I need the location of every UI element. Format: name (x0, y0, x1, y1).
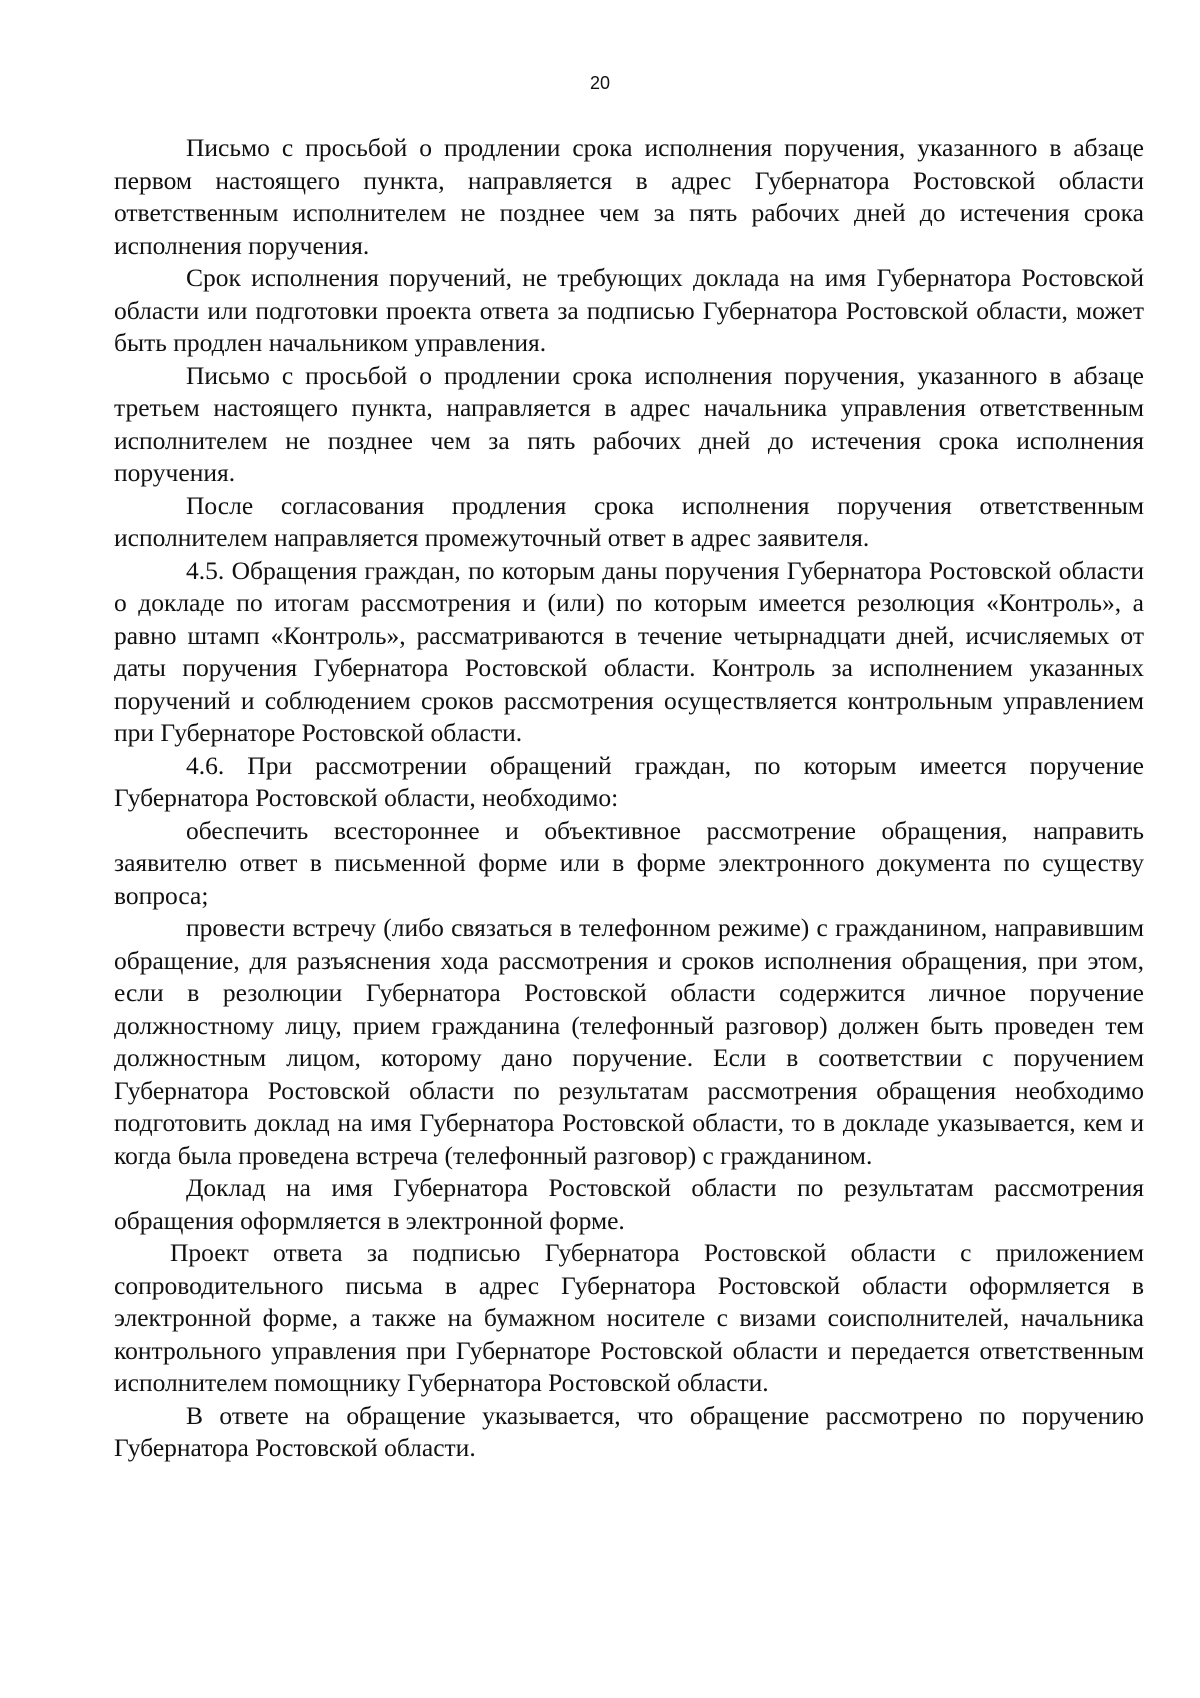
paragraph: После согласования продления срока исполнения поручения ответственным исполнителем направляется промежуточный ответ в адрес заявителя. (114, 490, 1144, 552)
paragraph: 4.6. При рассмотрении обращений граждан, по которым имеется поручение Губернатора Ростовской области, необходимо: (114, 750, 1144, 812)
paragraph: 4.5. Обращения граждан, по которым даны поручения Губернатора Ростовской области о докладе по итогам рассмотрения и (или) по которым имеется резолюция «Контроль», а равно штамп «Контроль», рассматриваются в течение четырнадцати дней, исчисляемых от даты поручения Губернатора Ростовской области. Контроль за исполнением указанных поручений и соблюдением сроков рассмотрения осуществляется контрольным управлением при Губернаторе Ростовской области. (114, 555, 1144, 747)
paragraph: обеспечить всестороннее и объективное рассмотрение обращения, направить заявителю ответ в письменной форме или в форме электронного документа по существу вопроса; (114, 815, 1144, 910)
paragraph: провести встречу (либо связаться в телефонном режиме) с гражданином, направившим обращение, для разъяснения хода рассмотрения и сроков исполнения обращения, при этом, если в резолюции Губернатора Ростовской области содержится личное поручение должностному лицу, прием гражданина (телефонный разговор) должен быть проведен тем должностным лицом, которому дано поручение. Если в соответствии с поручением Губернатора Ростовской области по результатам рассмотрения обращения необходимо подготовить доклад на имя Губернатора Ростовской области, то в докладе указывается, кем и когда была проведена встреча (телефонный разговор) с гражданином. (114, 913, 1144, 1170)
paragraph: Срок исполнения поручений, не требующих доклада на имя Губернатора Ростовской области или подготовки проекта ответа за подписью Губернатора Ростовской области, может быть продлен начальником управления. (114, 263, 1144, 357)
paragraph: Письмо с просьбой о продлении срока исполнения поручения, указанного в абзаце первом настоящего пункта, направляется в адрес Губернатора Ростовской области ответственным исполнителем не позднее чем за пять рабочих дней до истечения срока исполнения поручения. (114, 133, 1144, 260)
page-number: 20 (589, 73, 611, 93)
paragraph: Проект ответа за подписью Губернатора Ростовской области с приложением сопроводительного письма в адрес Губернатора Ростовской области оформляется в электронной форме, а также на бумажном носителе с визами соисполнителей, начальника контрольного управления при Губернаторе Ростовской области и передается ответственным исполнителем помощнику Губернатора Ростовской области. (114, 1238, 1144, 1397)
paragraph: Письмо с просьбой о продлении срока исполнения поручения, указанного в абзаце третьем настоящего пункта, направляется в адрес начальника управления ответственным исполнителем не позднее чем за пять рабочих дней до истечения срока исполнения поручения. (114, 360, 1144, 487)
document-body (114, 132, 1144, 1465)
paragraph: В ответе на обращение указывается, что обращение рассмотрено по поручению Губернатора Ростовской области. (114, 1400, 1144, 1462)
paragraph: Доклад на имя Губернатора Ростовской области по результатам рассмотрения обращения оформляется в электронной форме. (114, 1173, 1144, 1235)
